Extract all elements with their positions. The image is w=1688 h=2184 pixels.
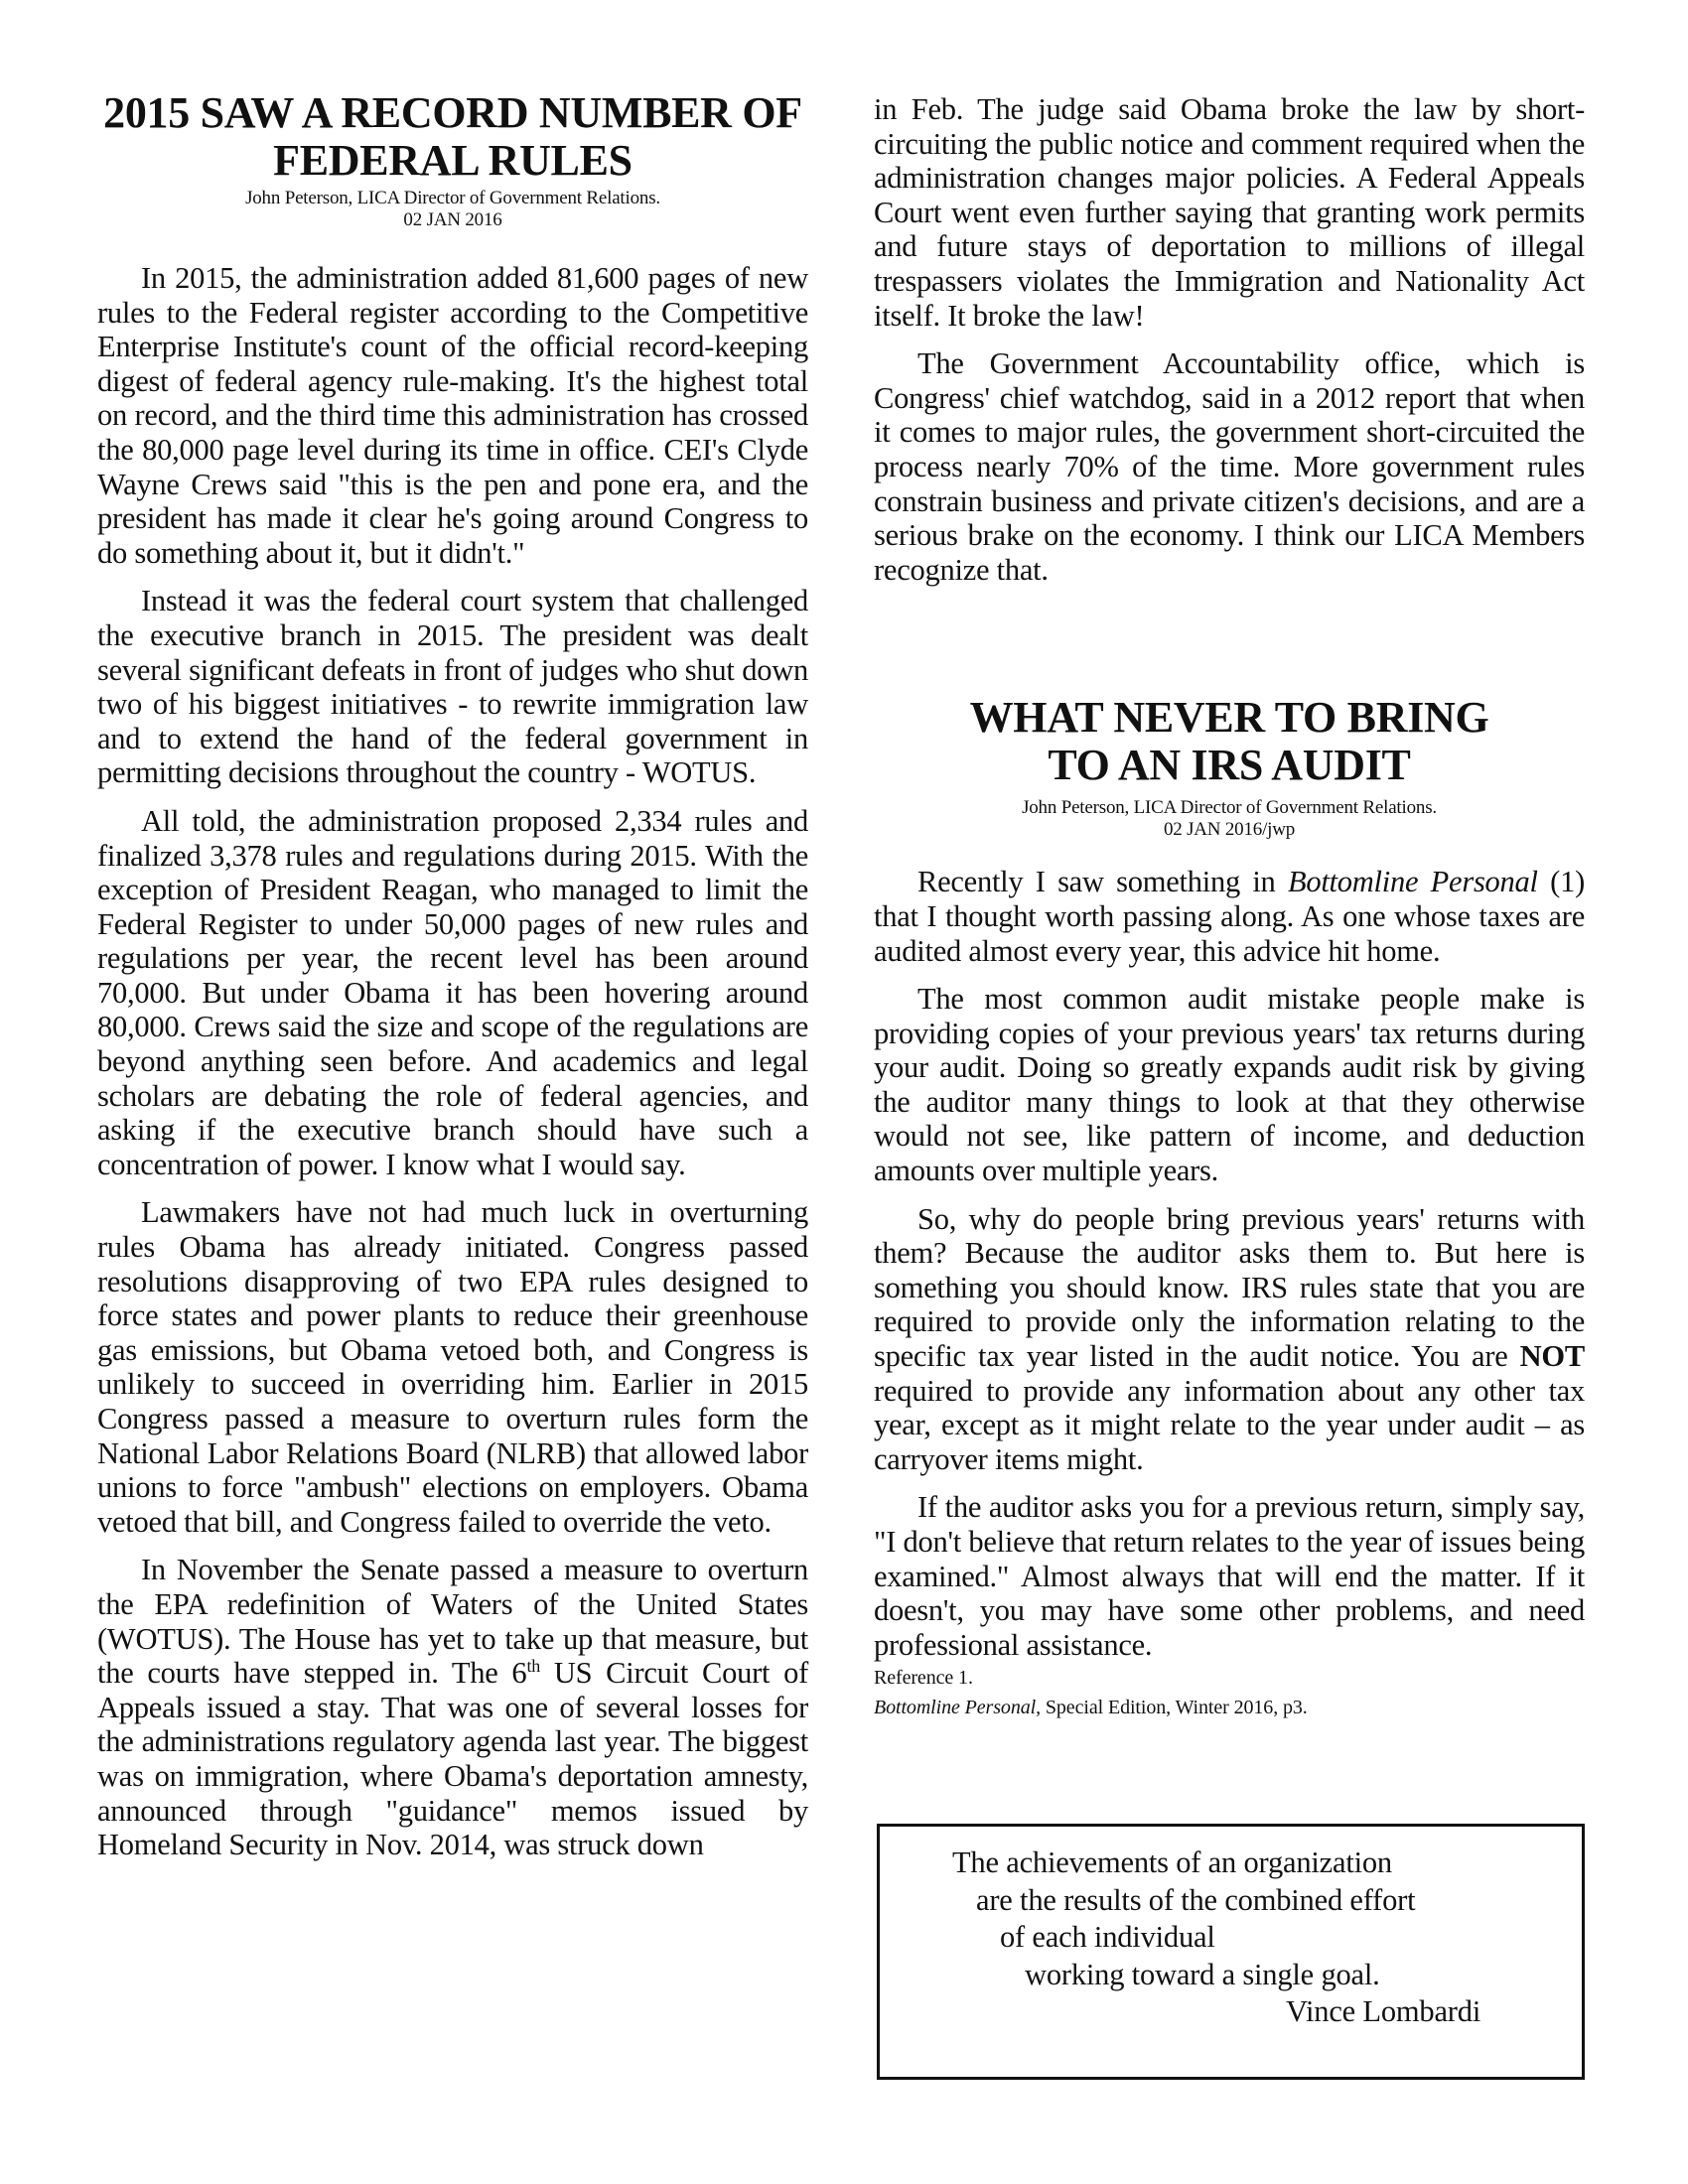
article-federal-rules xyxy=(97,89,808,1876)
reference-title: Bottomline Personal, xyxy=(874,1697,1041,1719)
paragraph xyxy=(874,1202,1585,1477)
paragraph: If the auditor asks you for a previous return, simply say, "I don't believe that return relates to the year of issues being examined." Almost always that will end the matter. If it doesn't, you may have some other problems, and need professional assistance. xyxy=(874,1490,1585,1662)
paragraph-text: Recently I saw something in xyxy=(917,865,1288,899)
paragraph xyxy=(874,865,1585,968)
byline: John Peterson, LICA Director of Government Relations. xyxy=(1022,797,1437,819)
quote-box xyxy=(877,1824,1585,2080)
article-title xyxy=(97,89,808,185)
paragraph-text: So, why do people bring previous years' returns with them? Because the auditor asks them to. But here is something you should know. IRS rules state that you are required to provide only the information relating to the specific tax year listed in the audit notice. You are xyxy=(874,1201,1585,1374)
paragraph: The Government Accountability office, which is Congress' chief watchdog, said in a 2012 report that when it comes to major rules, the government short-circuited the process nearly 70% of the time. More government rules constrain business and private citizen's decisions, and are a serious brake on the economy. I think our LICA Members recognize that. xyxy=(874,346,1585,587)
reference-label: Reference 1. xyxy=(874,1667,973,1690)
byline-date: 02 JAN 2016/jwp xyxy=(1163,819,1296,841)
title-line-2: FEDERAL RULES xyxy=(273,136,633,185)
paragraph xyxy=(97,1553,808,1861)
paragraph-text: In November the Senate passed a measure to overturn the EPA redefinition of Waters of the United States (WOTUS). The House has yet to take up that measure, but the courts have stepped in. The 6 xyxy=(97,1553,808,1691)
article-irs-audit xyxy=(874,694,1585,1721)
paragraph: The most common audit mistake people make is providing copies of your previous years' tax returns during your audit. Doing so greatly expands audit risk by giving the auditor many things to look at that they otherwise would not see, like pattern of income, and deduction amounts over multiple years. xyxy=(874,982,1585,1188)
title-line-2: TO AN IRS AUDIT xyxy=(1048,741,1411,790)
publication-title: Bottomline Personal xyxy=(1287,865,1538,899)
quote-line-3: of each individual xyxy=(1000,1920,1215,1954)
emphasis: NOT xyxy=(1519,1339,1585,1374)
byline-date: 02 JAN 2016 xyxy=(403,209,502,230)
reference-detail: Special Edition, Winter 2016, p3. xyxy=(1040,1697,1308,1719)
quote-line-1: The achievements of an organization xyxy=(952,1845,1392,1879)
paragraph: All told, the administration proposed 2,334 rules and finalized 3,378 rules and regulations during 2015. With the exception of President Reagan, who managed to limit the Federal Register to under 50,000 pages of new rules and regulations per year, the recent level has been around 70,000. But under Obama it has been hovering around 80,000. Crews said the size and scope of the regulations are beyond anything seen before. And academics and legal scholars are debating the role of federal agencies, and asking if the executive branch should have such a concentration of power. I know what I would say. xyxy=(97,803,808,1181)
paragraph: In 2015, the administration added 81,600 pages of new rules to the Federal register according to the Competitive Enterprise Institute's count of the official record-keeping digest of federal agency rule-making. It's the highest total on record, and the third time this administration has crossed the 80,000 page level during its time in office. CEI's Clyde Wayne Crews said "this is the pen and pone era, and the president has made it clear he's going around Congress to do something about it, but it didn't." xyxy=(97,261,808,570)
article-title xyxy=(874,694,1585,789)
quote-line-4: working toward a single goal. xyxy=(1025,1958,1380,1991)
superscript: th xyxy=(526,1656,540,1676)
title-line-1: 2015 SAW A RECORD NUMBER OF xyxy=(103,88,802,137)
reference-citation xyxy=(874,1694,1585,1721)
quote-author: Vince Lombardi xyxy=(1286,1994,1481,2028)
paragraph-text: (1) that I thought worth passing along. As one whose taxes are audited almost every year, this advice hit home. xyxy=(874,865,1585,968)
quote-line-2: are the results of the combined effort xyxy=(976,1883,1416,1917)
title-line-1: WHAT NEVER TO BRING xyxy=(969,693,1489,743)
paragraph: Lawmakers have not had much luck in overturning rules Obama has already initiated. Congress passed resolutions disapproving of two EPA rules designed to force states and power plants to reduce their greenhouse gas emissions, but Obama vetoed both, and Congress is unlikely to succeed in overriding him. Earlier in 2015 Congress passed a measure to overturn rules form the National Labor Relations Board (NLRB) that allowed labor unions to force "ambush" elections on employers. Obama vetoed that bill, and Congress failed to override the veto. xyxy=(97,1195,808,1539)
byline: John Peterson, LICA Director of Government Relations. xyxy=(245,188,660,208)
paragraph-continued: in Feb. The judge said Obama broke the law by short-circuiting the public notice and comment required when the administration changes major policies. A Federal Appeals Court went even further saying that granting work permits and future stays of deportation to millions of illegal trespassers violates the Immigration and Nationality Act itself. It broke the law! xyxy=(874,92,1585,333)
paragraph-text: required to provide any information about any other tax year, except as it might relate to the year under audit – as carryover items might. xyxy=(874,1373,1585,1476)
right-column xyxy=(874,92,1585,1721)
paragraph: Instead it was the federal court system that challenged the executive branch in 2015. The president was dealt several significant defeats in front of judges who shut down two of his biggest initiatives - to rewrite immigration law and to extend the hand of the federal government in permitting decisions throughout the country - WOTUS. xyxy=(97,584,808,790)
paragraph-text: US Circuit Court of Appeals issued a stay. That was one of several losses for the administrations regulatory agenda last year. The biggest was on immigration, where Obama's deportation amnesty, announced through "guidance" memos issued by Homeland Security in Nov. 2014, was struck down xyxy=(97,1656,808,1862)
